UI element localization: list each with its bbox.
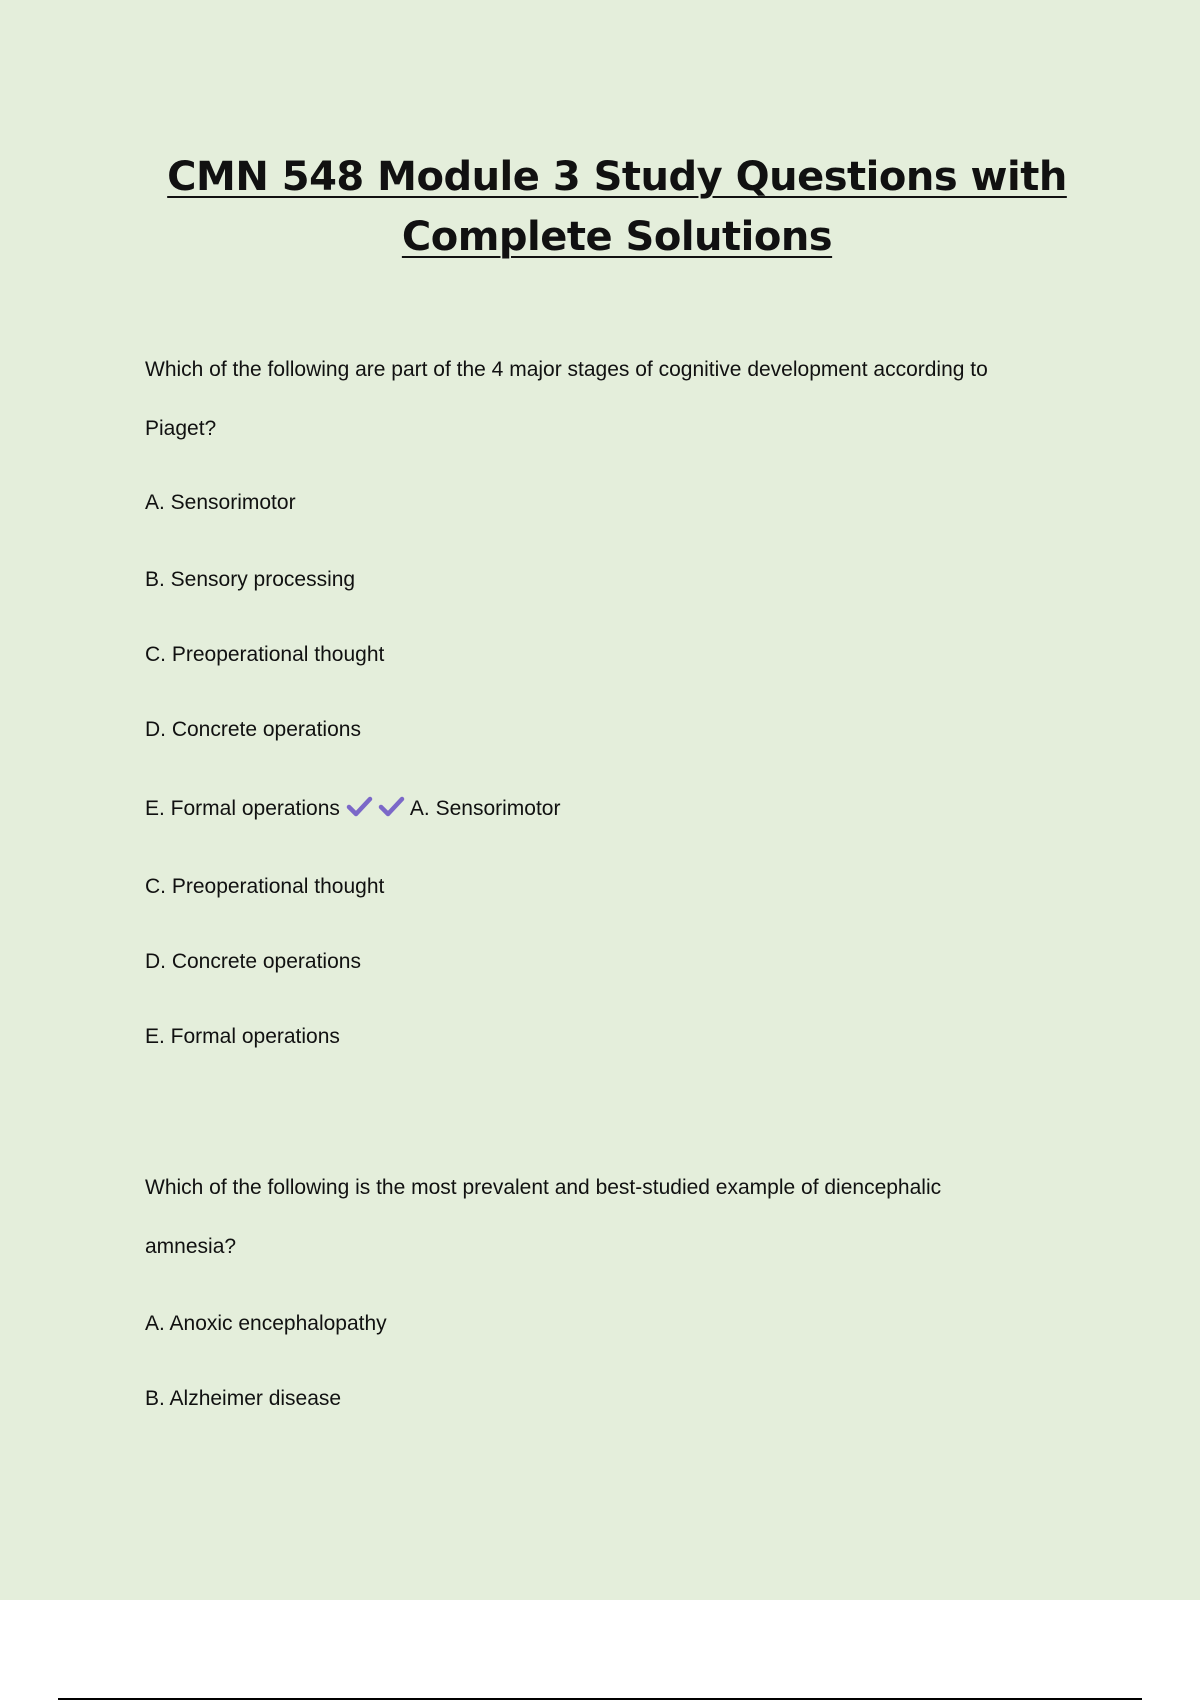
question-1-option-b: B. Sensory processing xyxy=(145,568,356,591)
answer-4: E. Formal operations xyxy=(145,1025,340,1048)
answer-2: C. Preoperational thought xyxy=(145,875,385,898)
question-1-option-e-with-answer xyxy=(145,795,560,823)
question-2-option-a: A. Anoxic encephalopathy xyxy=(145,1312,387,1335)
question-1-option-c: C. Preoperational thought xyxy=(145,643,385,666)
question-1-option-e: E. Formal operations xyxy=(145,797,340,820)
question-2-stem-line-1: Which of the following is the most prevalent and best-studied example of diencephalic xyxy=(145,1176,942,1199)
question-1-option-d: D. Concrete operations xyxy=(145,718,361,741)
question-1-stem-line-1: Which of the following are part of the 4 major stages of cognitive development according to xyxy=(145,358,988,381)
page-title: CMN 548 Module 3 Study Questions with Complete Solutions xyxy=(167,154,1067,260)
answer-checkmarks xyxy=(346,795,408,819)
answer-3: D. Concrete operations xyxy=(145,950,361,973)
question-2-stem-line-2: amnesia? xyxy=(145,1235,237,1258)
checkmark-icon xyxy=(381,799,402,814)
answer-1: A. Sensorimotor xyxy=(409,797,561,820)
checkmark-icon xyxy=(349,799,370,814)
question-2-option-b: B. Alzheimer disease xyxy=(145,1387,342,1410)
question-1-stem-line-2: Piaget? xyxy=(145,417,217,440)
question-1-option-a: A. Sensorimotor xyxy=(145,491,296,514)
